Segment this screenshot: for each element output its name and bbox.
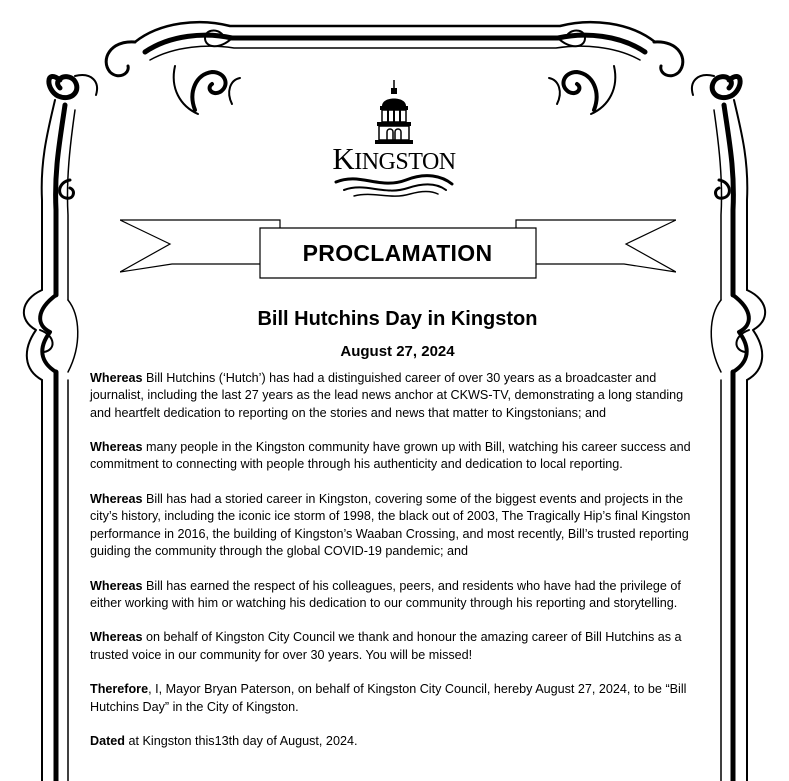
city-hall-dome-icon (330, 80, 458, 200)
whereas-paragraph (90, 439, 705, 474)
paragraph-text: Bill has earned the respect of his colleagues, peers, and residents who have had the privilege of either working with him or watching his dedication to our community through his reporting and storytelling. (90, 578, 681, 610)
proclamation-date: August 27, 2024 (340, 343, 455, 360)
paragraph-lead: Dated (90, 734, 125, 749)
paragraph-lead: Whereas (90, 371, 143, 385)
paragraph-text: Bill Hutchins (‘Hutch’) has had a distinguished career of over 30 years as a broadcaster and journalist, including the last 27 years as the lead news anchor at CKWS-TV, demonstrating a long standing and heartfelt dedication to reporting on the stories and news that matter to Kingstonians; and (90, 371, 684, 420)
kingston-logo (330, 80, 458, 200)
whereas-paragraph (90, 491, 705, 560)
paragraph-lead: Whereas (90, 630, 143, 645)
banner-title: PROCLAMATION (302, 240, 493, 266)
paragraph-lead: Whereas (90, 492, 143, 507)
proclamation-title: Bill Hutchins Day in Kingston (257, 308, 538, 330)
paragraph-lead: Therefore (90, 682, 149, 697)
paragraph-lead: Whereas (90, 440, 143, 455)
dated-paragraph (90, 733, 705, 750)
paragraph-text: Bill has had a storied career in Kingston, covering some of the biggest events and projects in the city’s history, including the iconic ice storm of 1998, the black out of 2003, The Tragically Hip’s final Kingston performance in 2016, the building of Kingston’s Waaban Crossing, and most recently, Bill’s trusted reporting guiding the community through the global COVID-19 pandemic; and (90, 492, 691, 558)
whereas-paragraph (90, 578, 705, 613)
paragraph-text: at Kingston this13th day of August, 2024. (125, 734, 358, 749)
whereas-paragraph (90, 370, 705, 422)
paragraph-lead: Whereas (90, 578, 143, 593)
therefore-paragraph (90, 681, 705, 716)
whereas-paragraph (90, 629, 705, 664)
paragraph-text: on behalf of Kingston City Council we thank and honour the amazing career of Bill Hutchins as a trusted voice in our community for over 30 years. You will be missed! (90, 630, 682, 662)
paragraph-text: many people in the Kingston community have grown up with Bill, watching his career success and commitment to connecting with people through his authenticity and dedication to local reporting. (90, 440, 691, 472)
logo-wordmark: KINGSTON (332, 141, 456, 176)
paragraph-text: , I, Mayor Bryan Paterson, on behalf of Kingston City Council, hereby August 27, 2024, to be “Bill Hutchins Day” in the City of Kingston. (90, 682, 687, 714)
proclamation-body (90, 370, 705, 768)
